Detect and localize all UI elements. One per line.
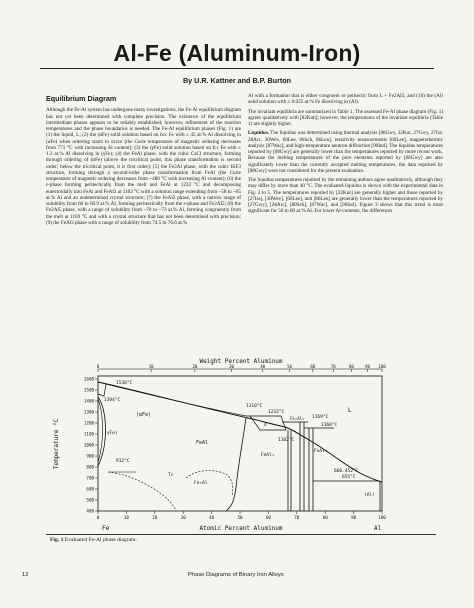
curie-line bbox=[108, 472, 176, 511]
y-tick-label: 1500 bbox=[83, 387, 94, 393]
right-column bbox=[248, 93, 443, 218]
y-tick-label: 1600 bbox=[83, 376, 94, 382]
top-tick-label: 70 bbox=[330, 364, 336, 369]
x-tick-label: 100 bbox=[378, 515, 386, 520]
x-tick-label: 30 bbox=[180, 515, 186, 520]
y-tick-label: 500 bbox=[86, 497, 94, 503]
top-tick-label: 60 bbox=[310, 364, 316, 369]
top-tick-label: 100 bbox=[378, 364, 386, 369]
liquidus-curve bbox=[98, 382, 382, 482]
top-tick-label: 80 bbox=[348, 364, 354, 369]
y-tick-label: 600 bbox=[86, 486, 94, 492]
label-912: 912°C bbox=[116, 459, 130, 464]
x-tick-label: 10 bbox=[123, 515, 129, 520]
y-tick-label: 1400 bbox=[83, 398, 94, 404]
plot-frame bbox=[98, 376, 382, 511]
caption-text: Evaluated Fe-Al phase diagram. bbox=[64, 537, 137, 543]
liquidus-lead: Liquidus. bbox=[248, 130, 270, 137]
bottom-axis-label: Atomic Percent Aluminum bbox=[199, 525, 283, 532]
label-feal3: FeAl₃ bbox=[314, 449, 328, 454]
paragraph-continued: Al with a formation that is either congruent or peritectic from L + Fe2Al5; and (10) the (Al) solid solution with ≤ 0.025 at.% Fe dissolving in (Al). bbox=[248, 93, 443, 106]
page-title: Al-Fe (Aluminum-Iron) bbox=[113, 40, 361, 66]
y-ticks bbox=[84, 377, 98, 514]
label-gamma-fe: (γFe) bbox=[104, 431, 118, 436]
x-tick-label: 40 bbox=[209, 515, 215, 520]
label-al-phase: (Al) bbox=[364, 493, 375, 498]
label-epsilon: ε bbox=[264, 422, 268, 428]
paragraph-intro: Although the Fe-Al system has undergone many investigations, the Fe-Al equilibrium diagram has not yet been determined with complete precision. The existence of the equilibrium intermediate phases appears to be reliably established; however, refinement of the reaction temperatures and the phase boundaries is needed. The Fe-Al equilibrium phases (Fig. 1) are (1) the liquid, L; (2) the (αFe) solid solution based on bcc Fe with ≤ 45 at.% Al dissolving in (αFe) when ordering starts to occur (the Curie temperature of magnetic ordering decreases from 771 °C with increasing Al content); (3) the (γFe) solid solution based on fcc Fe with ≤ 1.3 at.% Al dissolving in (γFe); (4) the FeAl phase, with the cubic CsCl structure, forming through ordering of (αFe) (above the tricritical point, this phase transformation is second order; below the tricritical point, it is first order); (5) the Fe3Al phase, with the cubic BiF3 structure, forming through a second-order phase transformation from FeAl (the Curie temperature of magnetic ordering decreases from ~480 °C with increasing Al content); (6) the ε-phase forming peritectically from the melt and FeAl at 1232 °C and decomposing eutectoidally into FeAl and FeAl2 at 1102 °C with a solution range extending from ~58 to ~65 at.% Al and an undetermined crystal structure; (7) the FeAl2 phase, with a narrow range of solubility from 66 to 66.9 at.% Al, forming peritectically from the ε-phase and Fe2Al5; (8) the Fe2Al5 phase, with a range of solubility from ~70 to ~73 at.% Al, forming congruently from the melt at 1169 °C and with a crystal structure that has not been determined with precision; (9) the FeAl3 phase with a range of solubility from 74.5 to 76.6 at.% bbox=[46, 107, 241, 226]
label-al-element: Al bbox=[374, 525, 382, 532]
label-tc: Tc bbox=[168, 473, 174, 478]
top-tick-label: 30 bbox=[229, 364, 234, 369]
label-fe3al: Fe₃Al bbox=[194, 481, 208, 486]
y-tick-label: 800 bbox=[86, 464, 94, 470]
phase-diagram-svg bbox=[46, 356, 436, 532]
label-1169: 1169°C bbox=[312, 415, 329, 420]
label-1394: 1394°C bbox=[104, 398, 121, 403]
top-tick-label: 0 bbox=[96, 364, 100, 369]
x-ticks bbox=[97, 511, 387, 520]
x-tick-label: 0 bbox=[96, 515, 100, 520]
top-tick-label: 20 bbox=[192, 364, 198, 369]
section-heading: Equilibrium Diagram bbox=[46, 94, 117, 103]
x-tick-label: 70 bbox=[294, 515, 300, 520]
label-liquid: L bbox=[348, 407, 352, 414]
feal-boundary bbox=[226, 418, 246, 511]
left-column bbox=[46, 93, 241, 229]
paragraph-invariant: The invariant equilibria are summarized in Table 1. The assessed Fe-Al phase diagram (Fig. 1) agrees qualitatively with [82Kub]; however, the temperatures of the invariant equilibria (Table 1) are slightly higher. bbox=[248, 108, 443, 127]
authors-line: By U.R. Kattner and B.P. Burton bbox=[182, 76, 292, 85]
x-tick-label: 80 bbox=[322, 515, 328, 520]
top-axis-label: Weight Percent Aluminum bbox=[199, 358, 283, 365]
label-1102: 1102°C bbox=[278, 438, 295, 443]
label-660: 660.452°C bbox=[334, 469, 359, 474]
top-tick-label: 40 bbox=[260, 364, 266, 369]
x-tick-label: 60 bbox=[265, 515, 271, 520]
x-tick-label: 20 bbox=[152, 515, 158, 520]
label-655: 655°C bbox=[342, 475, 356, 480]
y-tick-label: 1100 bbox=[83, 431, 94, 437]
label-feal: FeAl bbox=[196, 440, 209, 446]
delta-boundary bbox=[98, 382, 106, 396]
top-tick-label: 90 bbox=[365, 364, 370, 369]
liquidus-text: The liquidus was determined using thermal analysis [08Gwy, 22Kur, 27Gwy, 27Iss, 28Arc, 30Wev, 60Lee, 80Sch, 86Len], resistivity measurements [60Lee], magnetothermic analysis [87Wac], and high-temperature neutron diffraction [90Ind]. The liquidus temperatures reported by [08Gwy] are generally lower than the temperatures reported by more recent work. Because the melting temperatures of the pure elements reported by [08Gwy] are also significantly lower than the currently accepted melting temperatures, the data reported by [08Gwy] were not considered for the present evaluation. bbox=[248, 130, 443, 174]
x-tick-label: 50 bbox=[237, 515, 243, 520]
label-1232: 1232°C bbox=[268, 410, 285, 415]
title-divider bbox=[40, 68, 434, 69]
page-number: 12 bbox=[22, 572, 29, 578]
label-1160: 1160°C bbox=[321, 423, 338, 428]
label-feal2: FeAl₂ bbox=[261, 453, 275, 458]
caption-number: Fig. 1 bbox=[50, 537, 64, 543]
figure-divider bbox=[46, 534, 436, 535]
label-1538: 1538°C bbox=[116, 381, 133, 386]
y-tick-label: 1300 bbox=[83, 409, 94, 415]
figure-caption bbox=[50, 537, 137, 543]
paragraph-liquidus bbox=[248, 130, 443, 174]
fe3al-region bbox=[186, 471, 233, 496]
y-tick-label: 700 bbox=[86, 475, 94, 481]
x-tick-label: 90 bbox=[351, 515, 357, 520]
label-fe-element: Fe bbox=[102, 525, 110, 532]
phase-diagram-figure bbox=[46, 356, 436, 532]
gamma-loop-inner bbox=[98, 399, 103, 462]
paragraph-liquidus-2: The liquidus temperatures reported by the remaining authors agree qualitatively, although they may differ by more than 40 °C. The evaluated liquidus is shown with the experimental data in Fig. 2 to 5. The temperatures reported by [22Kur] are generally higher and those reported by [27Iss], [30Wev], [60Lee], and [86Len] are generally lower than the temperatures reported by [27Gwy], [28Arc], [80Sch], [87Wac], and [90Ind]. Figure 3 shows that this trend is most significant for 50 to 80 at.% Al. For lower Al-contents, the differences bbox=[248, 177, 443, 215]
top-ticks bbox=[97, 364, 386, 372]
top-tick-label: 50 bbox=[287, 364, 292, 369]
y-tick-label: 1000 bbox=[83, 442, 94, 448]
label-alpha-fe: (αFe) bbox=[136, 412, 152, 418]
y-tick-label: 400 bbox=[86, 508, 94, 514]
footer-source: Phase Diagrams of Binary Iron Alloys bbox=[188, 572, 284, 578]
label-1310: 1310°C bbox=[246, 404, 263, 409]
label-fe2al5: Fe₂Al₅ bbox=[290, 416, 305, 421]
y-axis-label: Temperature °C bbox=[53, 418, 60, 470]
top-tick-label: 10 bbox=[148, 364, 154, 369]
y-tick-label: 1200 bbox=[83, 420, 94, 426]
y-tick-label: 900 bbox=[86, 453, 94, 459]
